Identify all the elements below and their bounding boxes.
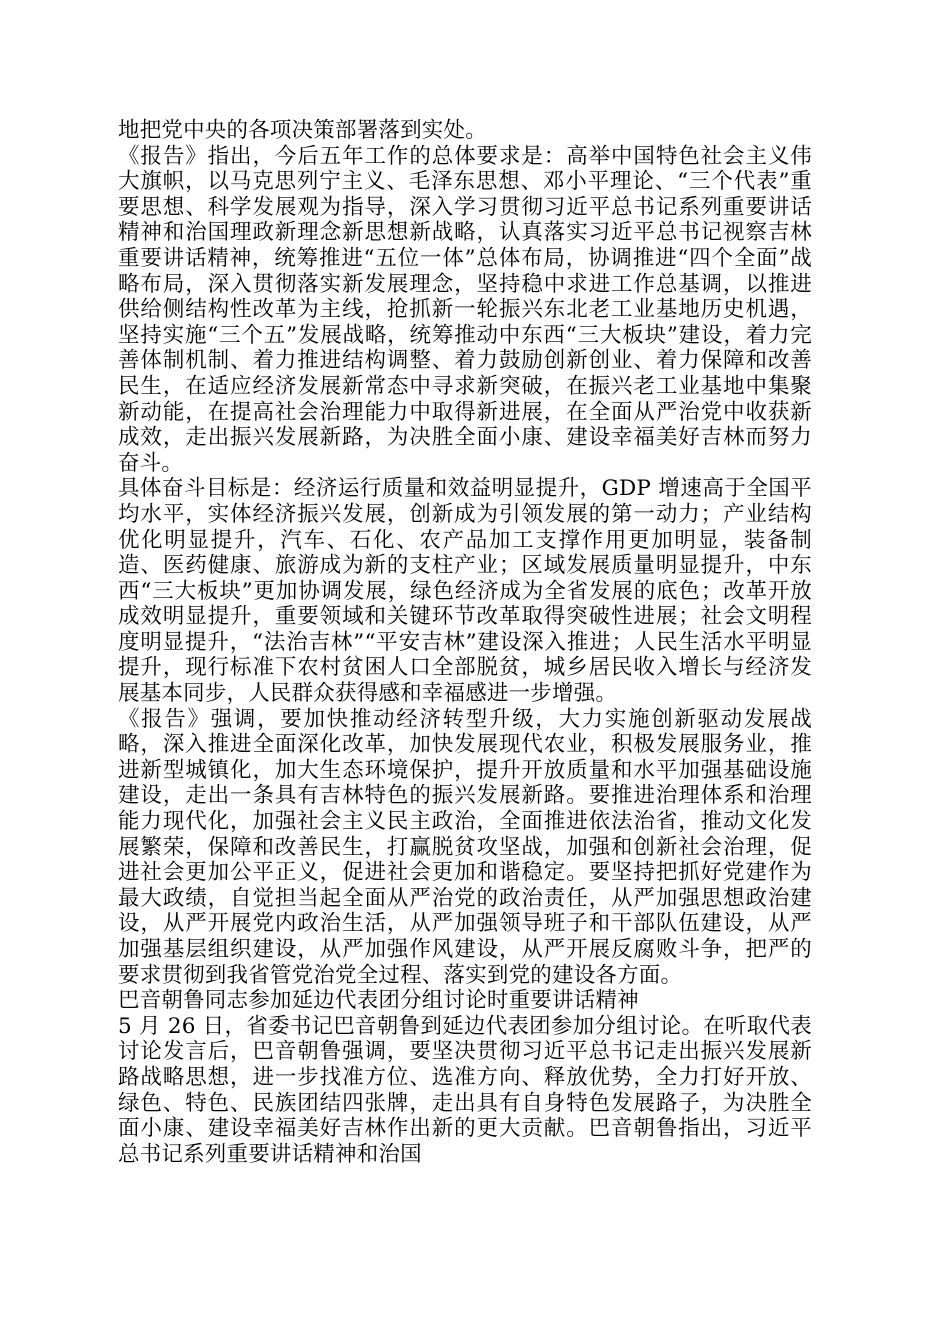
paragraph-specific-goals: 具体奋斗目标是：经济运行质量和效益明显提升，GDP 增速高于全国平均水平，实体经济振兴发展，创新成为引领发展的第一动力；产业结构优化明显提升，汽车、石化、农产品加工支撑作用更加明显，装备制造、医药健康、旅游成为新的支柱产业；区域发展质量明显提升，中东西“三大板块”更加协调发展，绿色经济成为全省发展的底色；改革开放成效明显提升，重要领域和关键环节改革取得突破性进展；社会文明程度明显提升，“法治吉林”“平安吉林”建设深入推进；人民生活水平明显提升，现行标准下农村贫困人口全部脱贫，城乡居民收入增长与经济发展基本同步，人民群众获得感和幸福感进一步增强。 [118,476,812,707]
section-heading: 巴音朝鲁同志参加延边代表团分组讨论时重要讲话精神 [118,988,639,1014]
paragraph-report-emphasis: 《报告》强调，要加快推动经济转型升级，大力实施创新驱动发展战略，深入推进全面深化改革，加快发展现代农业，积极发展服务业，推进新型城镇化，加大生态环境保护，提升开放质量和水平加强基础设施建设，走出一条具有吉林特色的振兴发展新路。要推进治理体系和治理能力现代化，加强社会主义民主政治，全面推进依法治省，推动文化发展繁荣，保障和改善民生，打赢脱贫攻坚战，加强和创新社会治理，促进社会更加公平正义，促进社会更加和谐稳定。要坚持把抓好党建作为最大政绩，自觉担当起全面从严治党的政治责任，从严加强思想政治建设，从严开展党内政治生活，从严加强领导班子和干部队伍建设，从严加强基层组织建设，从严加强作风建设，从严开展反腐败斗争，把严的要求贯彻到我省管党治党全过程、落实到党的建设各方面。 [118,706,812,988]
paragraph-closing-line: 地把党中央的各项决策部署落到实处。 [118,118,487,143]
paragraph-may-26-discussion: 5 月 26 日，省委书记巴音朝鲁到延边代表团参加分组讨论。在听取代表讨论发言后，巴音朝鲁强调，要坚决贯彻习近平总书记走出振兴发展新路战略思想，进一步找准方位、选准方向、释放优势，全力打好开放、绿色、特色、民族团结四张牌，走出具有自身特色发展路子，为决胜全面小康、建设幸福美好吉林作出新的更大贡献。巴音朝鲁指出，习近平总书记系列重要讲话精神和治国 [118,1013,812,1167]
document-body [118,118,812,1167]
paragraph-general-requirements: 《报告》指出，今后五年工作的总体要求是：高举中国特色社会主义伟大旗帜，以马克思列宁主义、毛泽东思想、邓小平理论、“三个代表”重要思想、科学发展观为指导，深入学习贯彻习近平总书记系列重要讲话精神和治国理政新理念新思想新战略，认真落实习近平总书记视察吉林重要讲话精神，统筹推进“五位一体”总体布局，协调推进“四个全面”战略布局，深入贯彻落实新发展理念，坚持稳中求进工作总基调，以推进供给侧结构性改革为主线，抢抓新一轮振兴东北老工业基地历史机遇，坚持实施“三个五”发展战略，统筹推动中东西“三大板块”建设，着力完善体制机制、着力推进结构调整、着力鼓励创新创业、着力保障和改善民生，在适应经济发展新常态中寻求新突破，在振兴老工业基地中集聚新动能，在提高社会治理能力中取得新进展，在全面从严治党中收获新成效，走出振兴发展新路，为决胜全面小康、建设幸福美好吉林而努力奋斗。 [118,143,812,476]
